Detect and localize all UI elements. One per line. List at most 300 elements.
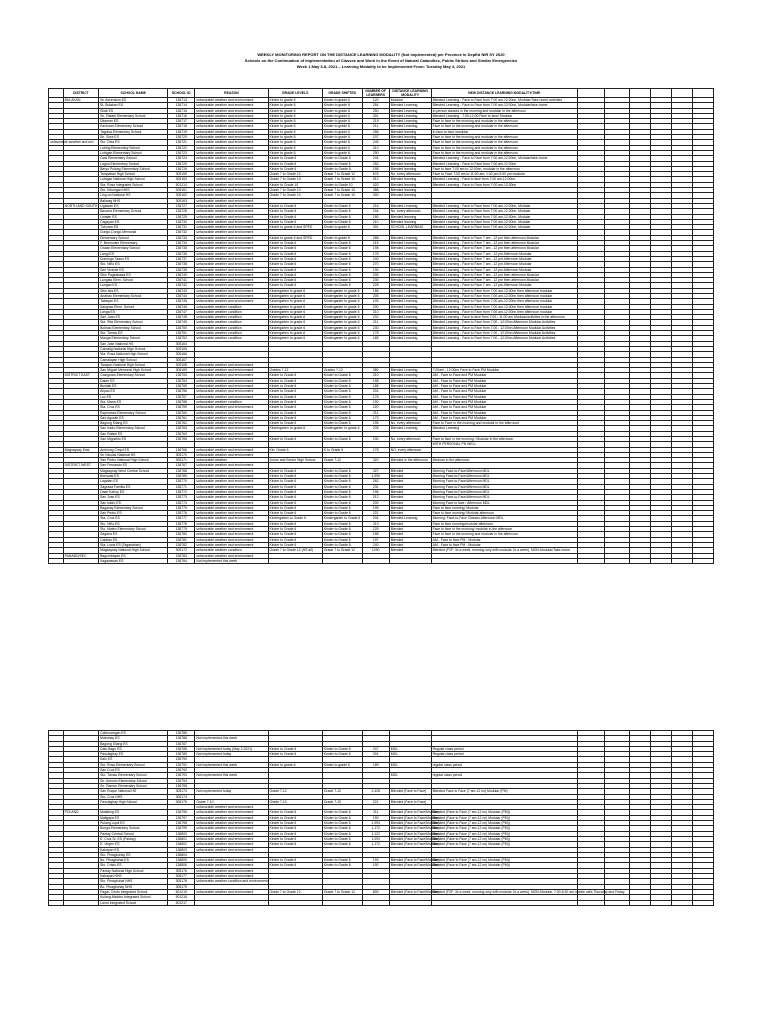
table-cell: San Fernando ES <box>99 463 168 468</box>
table-cell: 305177 <box>168 874 195 879</box>
table-cell: Kinder to Grade 6 <box>268 842 322 847</box>
table-cell: Blended Learning - Face to face from 7:00 - 11:00 am Modular/activities in the afternoon <box>431 315 577 320</box>
table-cell: Kinder to Grade 6 <box>322 421 362 426</box>
table-cell: unfavorable weather and environment <box>195 847 268 852</box>
table-cell: 190 <box>362 815 389 820</box>
table-cell: Face to Face 7:00 am to 11:00 am; 1:00 pm-5:00 pm modular <box>431 172 577 177</box>
table-cell: Maligaya ES <box>99 815 168 820</box>
table-cell: Blended Learning - Face to Face from 7:00 am-12:00nn, Modular/take-home <box>431 156 577 161</box>
table-cell: SCHOOL LEARNING <box>389 225 431 230</box>
table-cell: 305159 <box>168 172 195 177</box>
table-cell: unfavorable weather condition <box>195 309 268 314</box>
table-cell: Kinder to Grade 6 <box>322 752 362 757</box>
table-cell: Lubigan Elementary School <box>99 150 168 155</box>
table-cell: Kinder to grade 6 and SPED <box>268 235 322 240</box>
table-cell: Blended Learning - Face to Face from 7:00 - 12:00nn Afternoon Modular Activities <box>431 320 577 325</box>
table-cell: NO, every afternoon <box>389 447 431 452</box>
table-cell: Sta. Rosa Integrated School <box>99 182 168 187</box>
table-cell: 193 <box>362 858 389 863</box>
table-cell: Kinder to Grade 6 <box>322 474 362 479</box>
table-cell: Blended in the afternoon <box>389 458 431 463</box>
table-cell: San Juan ES <box>99 315 168 320</box>
table-cell: Langa ES <box>99 309 168 314</box>
table-cell: Blended learning <box>389 145 431 150</box>
table-cell: Blended Learning <box>389 378 431 383</box>
table-cell: Kinder to Grade 6 <box>322 521 362 526</box>
table-cell: 136794 <box>168 778 195 783</box>
table-cell: Kinder to Grade 6 <box>322 283 362 288</box>
table-cell <box>195 900 268 905</box>
table-cell: 120 <box>362 98 389 103</box>
table-cell: 136755 <box>168 384 195 389</box>
table-cell: 501214 <box>168 182 195 187</box>
table-cell: Kinder to Grade 6 <box>268 810 322 815</box>
table-cell: Silab ES <box>99 108 168 113</box>
table-cell: Sta. Cruz ES <box>99 516 168 521</box>
table-cell: unfavorable weather and environment <box>195 283 268 288</box>
table-cell: Kinder to Grade 6 <box>268 479 322 484</box>
table-cell: unfavorable weather and environment <box>195 262 268 267</box>
table-cell: unfavorable weather and environment <box>195 161 268 166</box>
table-cell: unfavorable weather and environment <box>195 198 268 203</box>
table-cell: Kinder to Grade 6 <box>268 378 322 383</box>
table-cell: Blended Learning <box>389 108 431 113</box>
table-cell: unfavorable weather and environment <box>195 145 268 150</box>
table-cell: Blended Learning - Face to Face from 7:00 - 12:00nn Afternoon Modular Activities <box>431 325 577 330</box>
table-cell: Kinder to Grade 6 <box>322 389 362 394</box>
table-cell: Blended learning <box>389 140 431 145</box>
empty-cell <box>672 558 693 563</box>
table-cell: unfavorable weather and environment <box>195 108 268 113</box>
table-cell: Morning Face-to-Face/Afternoon MDL <box>431 495 577 500</box>
table-cell: 501215 <box>168 889 195 894</box>
monitoring-table-page-2 <box>48 730 714 906</box>
table-cell: Sto. Tomas Elementary School <box>99 773 168 778</box>
table-cell: 136751 <box>168 331 195 336</box>
table-cell: 136805 <box>168 858 195 863</box>
table-cell: 305178 <box>168 879 195 884</box>
table-cell: Kinder to Grade 6 <box>268 815 322 820</box>
table-cell: unfavorable weather and environment <box>195 527 268 532</box>
table-cell: 211 <box>362 410 389 415</box>
table-cell: unfavorable weather and environment <box>195 225 268 230</box>
table-cell: Kinder to grade 6 <box>268 119 322 124</box>
column-header: NUMBER OF LEARNERS <box>362 89 389 98</box>
table-cell: Pantay Central School <box>99 831 168 836</box>
table-cell: Blended Learning <box>389 405 431 410</box>
table-cell: 136799 <box>168 826 195 831</box>
table-cell: unfavorable weather and environment <box>195 103 268 108</box>
table-cell: unfavorable weather and environment <box>195 553 268 558</box>
table-cell: Kinder to Grade 6 <box>268 219 322 224</box>
table-cell: Kalo ES <box>99 757 168 762</box>
table-cell: Kindergarten to grade 6 <box>268 331 322 336</box>
table-cell: 136746 <box>168 304 195 309</box>
table-cell: unfavorable weather and environment <box>195 505 268 510</box>
table-cell: AM - Face to Face and PM Modular <box>431 399 577 404</box>
table-cell: AM - Face to face PM - Modular <box>431 537 577 542</box>
table-cell: 136748 <box>168 315 195 320</box>
table-cell: Blended (Face to Face (7 am-12 nn) Modular (PM)) <box>431 863 577 868</box>
monitoring-table-page-1 <box>48 88 714 564</box>
table-cell: Kinder to Grade 6 <box>322 203 362 208</box>
table-cell: Tampakan High School <box>99 172 168 177</box>
table-cell: Blended Learning <box>389 272 431 277</box>
table-cell: Kinder to Grade 6 <box>268 863 322 868</box>
table-cell: 305172 <box>168 548 195 553</box>
table-cell: Sitio Isla ES <box>99 288 168 293</box>
table-cell: Ling-on National HS <box>99 193 168 198</box>
table-cell: No, every afternoon <box>389 209 431 214</box>
table-cell: Kinder to Grade 6 <box>268 251 322 256</box>
table-cell: Sn. Antonio Elementary School <box>99 778 168 783</box>
table-cell: 136763 <box>168 426 195 431</box>
table-cell: Dalan ES <box>99 378 168 383</box>
table-cell: Blended Learning - Face to Face from 7:00 - 12:00nn Afternoon Modular Activities <box>431 331 577 336</box>
table-cell: 201 <box>362 389 389 394</box>
table-cell: Kinder to Grade 6 <box>268 537 322 542</box>
empty-cell <box>577 89 604 98</box>
table-cell: Lagatan ES <box>99 479 168 484</box>
table-cell: 136804 <box>168 852 195 857</box>
table-cell: Blended <box>389 511 431 516</box>
table-cell: Sto. Mateo Elementary School <box>99 527 168 532</box>
report-title-line: WEEKLY MONITORING REPORT ON THE DISTANCE LEARNING MODALITY (Not implemented) per Province in DepEd NIR SY 2020 <box>257 52 505 57</box>
table-cell: Blended Learning - Face to Face from 7:00 am-12:00nn, Modular <box>431 203 577 208</box>
table-cell: Bo. Pinagbuhay NHS <box>99 884 168 889</box>
table-cell: 305179 <box>168 884 195 889</box>
table-cell: San Isidro Elementary School <box>99 426 168 431</box>
table-cell: MDL <box>389 762 431 767</box>
table-cell: Kinder to Grade 6 <box>268 532 322 537</box>
table-cell: Kinder to Grade 10 <box>322 182 362 187</box>
table-cell: 205 <box>362 426 389 431</box>
table-cell: 136742 <box>168 283 195 288</box>
table-cell <box>431 900 577 905</box>
table-cell: Blended Learning - Face to Face 7 am - 12 pm then afternoon Modular <box>431 241 577 246</box>
table-cell: unfavorable weather and environment <box>195 135 268 140</box>
table-cell <box>362 558 389 563</box>
table-cell: Sto. Rosa Elementary School <box>99 762 168 767</box>
table-cell: Blended Learning - Face to Face from 7:00 - 12:00nn Afternoon Modular Activities <box>431 336 577 341</box>
table-cell: Kinder to grade 6 <box>268 108 322 113</box>
table-cell: Kinder to Grade 6 <box>268 405 322 410</box>
table-cell: Not implemented this week <box>195 773 268 778</box>
table-cell: 310 <box>362 145 389 150</box>
table-cell: unfavorable weather and environment <box>195 172 268 177</box>
table-cell: regular class period <box>431 762 577 767</box>
table-cell: San Jose National HS <box>99 341 168 346</box>
table-cell: Sto. Niño ES <box>99 262 168 267</box>
table-cell: Face to face in the morning and modular in the afternoon <box>431 150 577 155</box>
column-header-row <box>49 89 714 98</box>
table-cell: No, every afternoon <box>389 437 431 442</box>
table-cell: 136739 <box>168 267 195 272</box>
table-cell: Sto. Dela ES <box>99 140 168 145</box>
table-cell: 305166 <box>168 352 195 357</box>
table-cell: 215 <box>362 241 389 246</box>
table-cell: Kinder to Grade 6 <box>322 251 362 256</box>
table-cell: 178 <box>362 331 389 336</box>
table-cell: 186 <box>362 288 389 293</box>
table-cell: Sto. Tomas ES <box>99 331 168 336</box>
table-cell: Blended (F2F: 3x a week, morning only with modular 2x a week), MON-Modular/Take-home <box>431 548 577 553</box>
table-cell: Kinder to Grade 6 <box>322 495 362 500</box>
table-cell: Sta. Rita Elementary School <box>99 320 168 325</box>
table-cell: unfavorable weather and environment <box>195 177 268 182</box>
table-cell <box>389 900 431 905</box>
table-cell: Kindergarten to grade 6 <box>268 426 322 431</box>
table-cell: Kindergarten to grade 6 <box>322 331 362 336</box>
table-cell: Anahao Elementary School <box>99 293 168 298</box>
table-cell: Blended Learning <box>389 103 431 108</box>
table-cell: Grade 7 to Grade 10 <box>268 188 322 193</box>
table-cell: 136773 <box>168 495 195 500</box>
table-cell: Kinder to grade 6 <box>322 135 362 140</box>
table-cell: unfavorable weather and environment <box>195 140 268 145</box>
table-cell: Blended <box>389 495 431 500</box>
table-cell: Morning Face to face / Afternoon MDL <box>431 500 577 505</box>
table-cell <box>268 558 322 563</box>
table-cell: No, every afternoon <box>389 421 431 426</box>
table-cell: 1,172 <box>362 842 389 847</box>
table-cell: Kindergarten to grade 6 <box>322 315 362 320</box>
table-cell: 305161 <box>168 188 195 193</box>
table-cell: 240 <box>362 325 389 330</box>
table-cell: 136743 <box>168 288 195 293</box>
table-cell: Pantay National High School <box>99 868 168 873</box>
table-cell: Kinder to grade 6 and SPED <box>268 225 322 230</box>
table-cell: Blended Learning - Face to Face from 7:00 am-12:00nn <box>431 161 577 166</box>
table-cell: Morning Face-to-Face/Afternoon MDL <box>431 468 577 473</box>
table-cell: Onaan Elementary School <box>99 246 168 251</box>
table-cell: unfavorable weather and environment <box>195 532 268 537</box>
table-cell: unfavorable weather and environment <box>195 272 268 277</box>
table-cell: Kinder to grade 6 <box>268 762 322 767</box>
table-cell: Baryo Pulang Elementary School <box>99 166 168 171</box>
table-cell: St. Bulakan ES <box>99 103 168 108</box>
table-cell: unfavorable weather and environment <box>195 166 268 171</box>
table-cell: Blended Learning <box>389 256 431 261</box>
table-cell: Blended <box>389 537 431 542</box>
table-cell: Blended Learning - Face to Face from 7:00 am-12:00nn then afternoon modular <box>431 293 577 298</box>
table-cell: 136735 <box>168 246 195 251</box>
table-cell: Kinder to grade 6 <box>322 129 362 134</box>
table-cell: Kinder to grade 6 <box>322 103 362 108</box>
table-cell: Blended (Face to Face/Modular) <box>390 863 440 868</box>
table-cell: Blended Learning - Face to Face from 7:00 am-12:00nn, Modular <box>431 219 577 224</box>
report-header <box>48 52 714 88</box>
table-cell: Blended (Face to Face/Modular) <box>390 826 440 831</box>
table-cell: 225 <box>362 527 389 532</box>
table-cell: Kinder to Grade 6 <box>322 272 362 277</box>
table-cell: 305163 <box>168 198 195 203</box>
table-cell: Grade 7-12 <box>268 789 322 794</box>
table-cell: Kinder to Grade 6 <box>322 746 362 751</box>
table-cell: 136758 <box>168 399 195 404</box>
empty-cell <box>651 558 672 563</box>
table-cell: AM - Face to Face and PM Modular <box>431 415 577 420</box>
table-cell: Kinder to Grade 6 <box>268 500 322 505</box>
table-cell <box>322 558 362 563</box>
table-cell: 220 <box>362 405 389 410</box>
table-cell: Kinder to Grade 6 <box>268 836 322 841</box>
table-cell: Kinder to grade 6 <box>322 225 362 230</box>
table-cell: Not implemented this week <box>195 762 268 767</box>
table-cell: 250 <box>362 108 389 113</box>
table-cell: 305167 <box>168 357 195 362</box>
table-cell: Blended (Face to Face (7 am-12 nn) Modular (PM)) <box>431 858 577 863</box>
table-cell: 136756 <box>168 389 195 394</box>
table-cell: 136777 <box>168 516 195 521</box>
table-cell: Blended (Face to Face (7 am-12 nn) Modular (PM)) <box>431 810 577 815</box>
table-cell: 136798 <box>168 821 195 826</box>
table-cell: Blended (Face to Face/Modular) <box>390 858 440 863</box>
table-cell: Blended Learning <box>389 299 431 304</box>
table-cell: Ditaman ES <box>99 119 168 124</box>
table-cell: 198 <box>362 378 389 383</box>
table-cell: E. Cruz Sr. ES (Pantay) <box>99 836 168 841</box>
table-cell: Not implemented this week <box>195 558 268 563</box>
table-cell: AM - Face to Face and PM Modular <box>431 378 577 383</box>
table-cell: Blended Learning - Face to Face 7 am - 12 pm Afternoon Modular <box>431 256 577 261</box>
table-cell: WITH PERSONAL PN WELL <box>431 442 577 447</box>
table-cell: 388 <box>362 188 389 193</box>
table-cell <box>63 900 99 905</box>
column-header <box>49 89 64 98</box>
table-cell: 264 <box>362 103 389 108</box>
table-cell: Blended learning <box>389 182 431 187</box>
table-cell: 136759 <box>168 405 195 410</box>
table-cell: 136753 <box>168 373 195 378</box>
table-cell: San Pedro ES <box>99 511 168 516</box>
table-cell: unfavorable weather condition <box>195 331 268 336</box>
table-cell: Blended Learning - Face to Face from 7:00 am-12:00nn <box>431 182 577 187</box>
table-cell: 211 <box>362 810 389 815</box>
table-cell: unfavorable weather and environment <box>195 288 268 293</box>
table-cell: Kinder to Grade 6 <box>322 410 362 415</box>
table-cell: Taguisa Elementary School <box>99 129 168 134</box>
table-cell: Morning: Face-to-Face Classes Afternoon MDL <box>431 516 577 521</box>
table-cell: Kinder to Grade 6 <box>268 437 322 442</box>
table-cell: Blended Learning <box>389 415 431 420</box>
table-cell: unfavorable weather and environment <box>195 826 268 831</box>
table-cell: 136749 <box>168 320 195 325</box>
table-cell: unfavorable weather and environment <box>195 235 268 240</box>
table-cell: Blended (Face to Face (7 am-12 nn) Modular (PM)) <box>431 836 577 841</box>
table-cell: Kinder to Grade 6 <box>322 826 362 831</box>
table-cell: unfavorable weather and environment <box>195 188 268 193</box>
table-cell: 136793 <box>168 773 195 778</box>
table-cell: 320 <box>362 458 389 463</box>
table-cell: In-person classes in the morning and modular in the afternoon <box>431 108 577 113</box>
table-cell: Kinder to Grade 6 <box>268 246 322 251</box>
table-cell: 188 <box>362 532 389 537</box>
table-cell: 244 <box>362 209 389 214</box>
table-cell: Sn Ascension ES <box>99 98 168 103</box>
table-cell: Blended <box>389 468 431 473</box>
table-cell: Kinder to Grade 6 <box>268 527 322 532</box>
table-cell: 305175 <box>168 799 195 804</box>
table-cell: Sta. Cruz ES <box>99 405 168 410</box>
table-cell: Junior and Senior High School <box>268 458 322 463</box>
table-cell: 221 <box>362 511 389 516</box>
table-cell: Mabuhay ES <box>99 736 168 741</box>
table-cell: 501216 <box>168 895 195 900</box>
table-cell: 136721 <box>168 140 195 145</box>
table-cell: 136752 <box>168 336 195 341</box>
table-cell: Face to face in the morning and modular in the afternoon <box>431 119 577 124</box>
table-cell: NORTH AND SOUTH <box>64 203 98 208</box>
table-cell: 136719 <box>168 129 195 134</box>
table-cell: Kagawasan ES <box>99 558 168 563</box>
table-cell: 136783 <box>168 553 195 558</box>
table-cell: Kinder to Grade 6 <box>322 415 362 420</box>
table-cell: 288 <box>362 235 389 240</box>
table-cell: Kinder to grade 6 <box>322 119 362 124</box>
table-cell: Bonsuak ES <box>99 474 168 479</box>
table-cell: Kinder to Grade 6 <box>268 156 322 161</box>
table-cell: 1090 <box>362 548 389 553</box>
table-cell: 136740 <box>168 272 195 277</box>
table-cell: unfavorable weather and environment <box>195 113 268 118</box>
table-cell: unfavorable weather and environment <box>195 267 268 272</box>
table-cell: San Agustin ES <box>99 415 168 420</box>
table-cell: Kinder to Grade 6 <box>322 831 362 836</box>
table-cell: 136714 <box>168 103 195 108</box>
table-cell: Blended (Face to Face (7 am-12 nn) Modular (PM)) <box>431 826 577 831</box>
table-cell: Blended Learning - Face to Face from 7:00 am-12:00nn, Modular <box>431 225 577 230</box>
table-cell: Kinder to grade 6 <box>268 124 322 129</box>
table-cell: Blended Learning - Face to Face 7 am - 12 pm then afternoon Modular <box>431 235 577 240</box>
table-cell: unfavorable weather condition <box>195 399 268 404</box>
table-cell: Bo. Pinagbuhat ES <box>99 858 168 863</box>
table-cell: Kinder to Grade 6 <box>322 156 362 161</box>
table-cell: Kindergarten to grade 6 <box>268 288 322 293</box>
table-cell: Kinder to Grade 6 <box>322 262 362 267</box>
table-cell: Blended <box>389 542 431 547</box>
table-cell: 212 <box>362 495 389 500</box>
table-cell: 136787 <box>168 741 195 746</box>
table-cell: regular class period <box>431 773 577 778</box>
table-cell: 189 <box>362 762 389 767</box>
table-cell: Kinder to Grade 6 <box>268 505 322 510</box>
table-cell: Morning Face-to-Face/Afternoon MDL <box>431 489 577 494</box>
table-cell: 200 <box>362 304 389 309</box>
table-cell: Blended Learning - Face to Face from 7:00 am-12:00nn, Modular/Take-home activities <box>431 98 577 103</box>
table-cell: unfavorable weather and environment <box>195 421 268 426</box>
table-cell: 136728 <box>168 209 195 214</box>
empty-cell <box>605 558 630 563</box>
table-cell: 136747 <box>168 309 195 314</box>
table-cell: Face to face 7:00 am to 12:00nn, modular in the afternoon <box>431 166 577 171</box>
table-cell: 136729 <box>168 214 195 219</box>
table-cell: unfavorable weather and environment <box>195 214 268 219</box>
table-cell: Dungo-Dungo Memorial <box>99 230 168 235</box>
table-cell: Blended Learning - Face to Face from 7:00 am-12:00nn, Modular <box>431 214 577 219</box>
table-cell: 501217 <box>168 900 195 905</box>
table-cell: Manga Elementary School <box>99 336 168 341</box>
report-sheet-page-1 <box>48 88 714 564</box>
table-cell: 136734 <box>168 241 195 246</box>
table-cell: Kinder to grade 6 <box>322 98 362 103</box>
table-cell: 1,122 <box>362 831 389 836</box>
table-cell: San Pedro National High School <box>99 458 168 463</box>
table-cell: 305171 <box>168 458 195 463</box>
table-cell: Kinder to Grade 6 <box>322 505 362 510</box>
table-cell: San Cruz ES <box>99 768 168 773</box>
table-cell: Kindergarten to grade 6 <box>268 293 322 298</box>
